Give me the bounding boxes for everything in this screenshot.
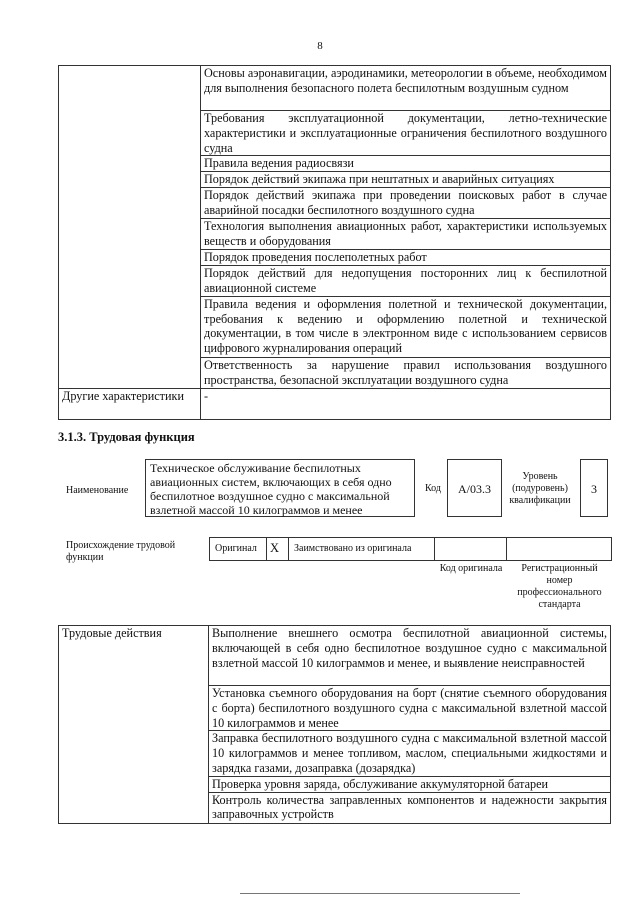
other-characteristics-label: Другие характеристики [59, 388, 201, 419]
origin-mark: X [270, 541, 280, 555]
origin-divider [506, 537, 507, 561]
labor-actions-label: Трудовые действия [59, 626, 209, 824]
labor-action-item: Заправка беспилотного воздушного судна с максимальной взлетной массой 10 килограммов и менее топливом, маслом, специальными жидкостями и зарядка газами, дозаправка (дозарядка) [209, 731, 611, 776]
other-characteristics-value: - [201, 388, 611, 419]
labor-action-item: Проверка уровня заряда, обслуживание аккумуляторной батареи [209, 776, 611, 792]
table-row [59, 388, 611, 419]
origin-original: Оригинал [215, 543, 257, 554]
section-title: 3.1.3. Трудовая функция [58, 430, 195, 444]
table-row [59, 66, 611, 111]
labor-action-item: Контроль количества заправленных компонентов и надежности закрытия заправочных устройств [209, 792, 611, 823]
code-label: Код [425, 483, 441, 494]
knowledge-item: Правила ведения и оформления полетной и технической документации, требования к ведению и оформлению полетной и технической документации, в том числе в электронном виде с использованием сервисов цифрового журналирования операций [201, 296, 611, 357]
origin-label: Происхождение трудовой функции [66, 540, 176, 563]
knowledge-item: Порядок проведения послеполетных работ [201, 249, 611, 265]
level-label: Уровень (подуровень) квалификации [509, 471, 571, 506]
knowledge-item: Правила ведения радиосвязи [201, 156, 611, 172]
labor-action-item: Установка съемного оборудования на борт (снятие съемного оборудования с борта) беспилотного воздушного судна с максимальной взлетной массой 10 килограммов и менее [209, 686, 611, 731]
origin-divider [266, 537, 267, 561]
knowledge-item: Ответственность за нарушение правил использования воздушного пространства, безопасной эксплуатации воздушного судна [201, 357, 611, 388]
reg-number-caption: Регистрационный номер профессионального стандарта [517, 563, 602, 610]
knowledge-item: Технология выполнения авиационных работ, характеристики используемых веществ и оборудования [201, 218, 611, 249]
knowledge-item: Требования эксплуатационной документации, летно-технические характеристики и эксплуатационные ограничения беспилотного воздушного судна [201, 111, 611, 156]
knowledge-item: Порядок действий экипажа при проведении поисковых работ в случае аварийной посадки беспилотного воздушного судна [201, 187, 611, 218]
origin-divider [288, 537, 289, 561]
code-value-box: A/03.3 [447, 459, 502, 517]
empty-label-cell [59, 66, 201, 389]
level-value-box: 3 [580, 459, 608, 517]
knowledge-item: Порядок действий для недопущения посторонних лиц к беспилотной авиационной системе [201, 265, 611, 296]
bottom-rule [240, 893, 520, 894]
function-name-box: Техническое обслуживание беспилотных авиационных систем, включающих в себя одно беспилотное воздушное судно с максимальной взлетной массой 10 килограммов и менее [145, 459, 415, 517]
knowledge-table [58, 65, 611, 420]
origin-divider [434, 537, 435, 561]
naming-label: Наименование [66, 485, 129, 496]
labor-actions-table [58, 625, 611, 824]
origin-borrowed: Заимствовано из оригинала [294, 543, 412, 554]
table-row [59, 626, 611, 686]
labor-action-item: Выполнение внешнего осмотра беспилотной авиационной системы, включающей в себя одно беспилотное воздушное судно с максимальной взлетной массой 10 килограммов и менее, и выявление неисправностей [209, 626, 611, 686]
code-original-caption: Код оригинала [439, 563, 503, 574]
knowledge-item: Основы аэронавигации, аэродинамики, метеорологии в объеме, необходимом для выполнения безопасного полета беспилотным воздушным судном [201, 66, 611, 111]
knowledge-item: Порядок действий экипажа при нештатных и аварийных ситуациях [201, 172, 611, 188]
page-number: 8 [317, 40, 323, 52]
